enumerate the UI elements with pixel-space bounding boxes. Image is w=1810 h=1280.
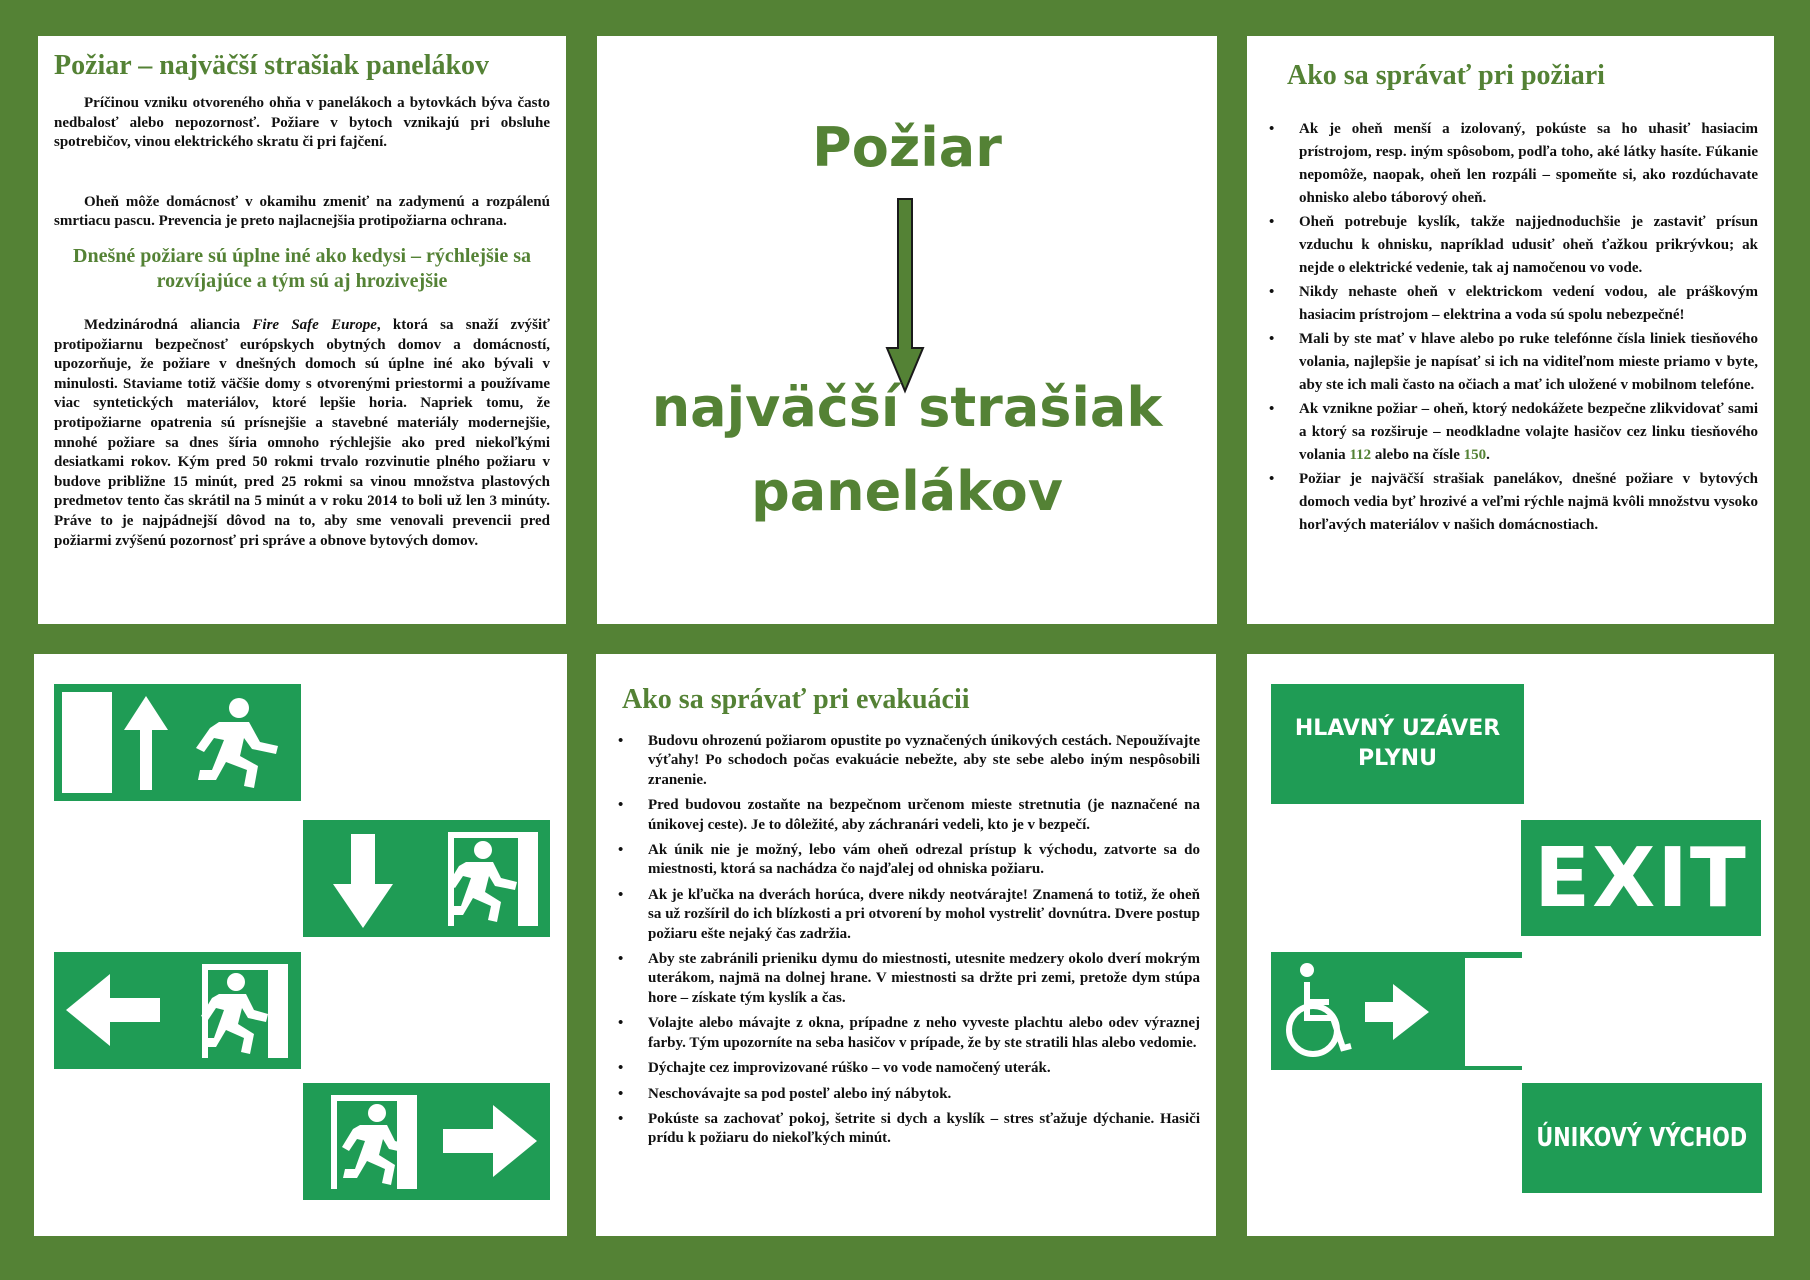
article-title: Požiar – najväčší strašiak panelákov (54, 50, 490, 81)
arrow-down-icon (885, 198, 925, 394)
accessible-exit-sign (1271, 952, 1522, 1070)
list-item: • Pred budovou zostaňte na bezpečnom určenom mieste stretnutia (je naznačené na únikovej ceste). Je to dôležité, aby záchranári vedeli, kto je v bezpečí. (648, 796, 1200, 835)
exit-sign-left (54, 952, 301, 1069)
arrow-left-icon (66, 974, 160, 1046)
list-item: • Oheň potrebuje kyslík, takže najjednoduchšie je zastaviť prísun vzduchu k ohnisku, napríklad udusiť oheň ťažkou prikrývkou; ak nejde o elektrické vedenie, tak aj namočenou vo vode. (1299, 211, 1758, 280)
list-item: • Požiar je najväčší strašiak panelákov, dnešné požiare v bytových domoch vedia byť hrozivé a veľmi rýchle najmä kvôli množstvu vysoko horľavých materiálov v našich domácnostiach. (1299, 468, 1758, 537)
running-person-icon (196, 698, 278, 788)
article-subtitle: Dnešné požiare sú úplne iné ako kedysi – rýchlejšie sa rozvíjajúce a tým sú aj hrozivejšie (73, 244, 531, 292)
list-item: • Pokúste sa zachovať pokoj, šetrite si dych a kyslík – stres sťažuje dýchanie. Hasiči prídu k požiaru do niekoľkých minút. (648, 1110, 1200, 1149)
fire-number: 150 (1463, 447, 1487, 463)
article-paragraph: Medzinárodná aliancia Fire Safe Europe, ktorá sa snaží zvýšiť protipožiarnu bezpečnosť európskych obytných domov a domácností, upozorňuje, že požiare v dnešných domoch sú úplne iné ako bývali v minulosti. Staviame totiž väčšie domy s otvorenými priestormi a používame viac syntetických materiálov, ktoré lepšie horia. Napriek tomu, že protipožiarne opatrenia sú prísnejšie a stavebné materiály modernejšie, mnohé požiare sa dnes šíria omnoho rýchlejšie ako pred niekoľkými desiatkami rokov. Kým pred 50 rokmi trvalo rozvinutie plného požiaru v budove približne 15 minút, pred 25 rokmi sa vinou množstva plastových predmetov tento čas skrátil na 5 minút a v roku 2014 to boli už len 3 minúty. Práve to je najpádnejší dôvod na to, aby sme venovali prevencii pred požiarmi zvýšenú pozornosť pri správe a obnove bytových domov. (54, 316, 550, 549)
exit-sign-text: EXIT (1534, 830, 1748, 926)
list-item: • Volajte alebo mávajte z okna, prípadne z neho vyveste plachtu alebo odev výraznej farby. Tým upozorníte na seba hasičov v prípade, že by ste stratili hlas alebo vedomie. (648, 1014, 1200, 1053)
title-panel (597, 36, 1217, 624)
wheelchair-head-icon (1300, 963, 1314, 977)
article-paragraph: Príčinou vzniku otvoreného ohňa v panelákoch a bytovkách býva často nedbalosť alebo nepozornosť. Požiare v bytoch vznikajú pri obsluhe spotrebičov, vinou elektrického skratu či pri fajčení. (54, 95, 550, 151)
emergency-exit-sign-text: ÚNIKOVÝ VÝCHOD (1536, 1123, 1748, 1153)
fire-behaviour-list (1263, 118, 1758, 537)
exit-sign-down (303, 820, 550, 937)
poster-title-bottom: najväčší strašiak panelákov (651, 376, 1163, 523)
gas-valve-sign (1271, 684, 1524, 804)
list-item: • Dýchajte cez improvizované rúško – vo vode namočený uterák. (648, 1059, 1200, 1078)
door-icon (1465, 958, 1522, 1066)
wheelchair-icon (1289, 982, 1351, 1054)
alliance-name: Fire Safe Europe (252, 316, 377, 333)
fire-behaviour-panel (1247, 36, 1774, 624)
emergency-number: 112 (1349, 447, 1372, 463)
list-item: • Nikdy nehaste oheň v elektrickom vedení vodou, ale práškovým hasiacim prístrojom – elektrina a voda sú spolu nebezpečné! (1299, 281, 1758, 327)
list-item: • Ak vznikne požiar – oheň, ktorý nedokážete bezpečne zlikvidovať sami a ktorý sa rozširuje – neodkladne volajte hasičov cez linku tiesňového volania 112 alebo na čísle 150. (1299, 398, 1758, 467)
arrow-up-icon (124, 696, 168, 790)
evacuation-panel (596, 654, 1216, 1236)
list-item: • Aby ste zabránili prieniku dymu do miestnosti, utesnite medzery okolo dverí mokrým uterákom, najmä na dolnej hrane. V miestnosti sa držte pri zemi, pretože dym stúpa hore – získate tým kyslík a čas. (648, 950, 1200, 1008)
article-paragraph: Oheň môže domácnosť v okamihu zmeniť na zadymenú a rozpálenú smrtiacu pascu. Prevencia je preto najlacnejšia protipožiarna ochrana. (54, 193, 550, 230)
list-item: • Ak je kľučka na dverách horúca, dvere nikdy neotvárajte! Znamená to totiž, že oheň sa už rozšíril do ich blízkosti a pri otvorení by mohol vystreliť dovnútra. Dvere postup požiaru ešte nejaký čas zadržia. (648, 886, 1200, 944)
list-item: • Ak je oheň menší a izolovaný, pokúste sa ho uhasiť hasiacim prístrojom, resp. iným spôsobom, podľa toho, aké látky hasíte. Fúkanie nepomôže, naopak, oheň len rozpáli – spomeňte si, ako rozdúchavate ohnisko alebo táborový oheň. (1299, 118, 1758, 210)
gas-valve-sign-text: HLAVNÝ UZÁVER PLYNU (1294, 716, 1501, 771)
arrow-down-icon (333, 834, 393, 928)
door-icon (62, 692, 112, 793)
emergency-exit-sign (1522, 1083, 1762, 1193)
poster-title-top: Požiar (812, 116, 1002, 179)
list-item: • Neschovávajte sa pod posteľ alebo iný nábytok. (648, 1085, 1200, 1104)
list-item: • Mali by ste mať v hlave alebo po ruke telefónne čísla liniek tiesňového volania, najlepšie je napísať si ich na viditeľnom mieste priamo v byte, aby ste ich mali často na očiach a mať ich uložené v mobilnom telefóne. (1299, 328, 1758, 397)
list-item: • Ak únik nie je možný, lebo vám oheň odrezal prístup k východu, zatvorte sa do miestnosti, ktorá sa nachádza čo najďalej od ohniska požiaru. (648, 841, 1200, 880)
exit-sign (1521, 820, 1761, 936)
signs-panel (1247, 654, 1774, 1236)
evacuation-list (612, 732, 1200, 1149)
exit-sign-up (54, 684, 301, 801)
article-panel (38, 36, 566, 624)
fire-behaviour-title: Ako sa správať pri požiari (1287, 60, 1605, 91)
exit-sign-right (303, 1083, 550, 1200)
list-item: • Budovu ohrozenú požiarom opustite po vyznačených únikových cestách. Nepoužívajte výťahy! Po schodoch počas evakuácie nebežte, aby ste sebe alebo iným nespôsobili zranenie. (648, 732, 1200, 790)
evacuation-title: Ako sa správať pri evakuácii (622, 684, 970, 715)
arrow-right-icon (1365, 984, 1429, 1040)
arrow-right-icon (443, 1105, 537, 1177)
exit-signs-panel (34, 654, 567, 1236)
